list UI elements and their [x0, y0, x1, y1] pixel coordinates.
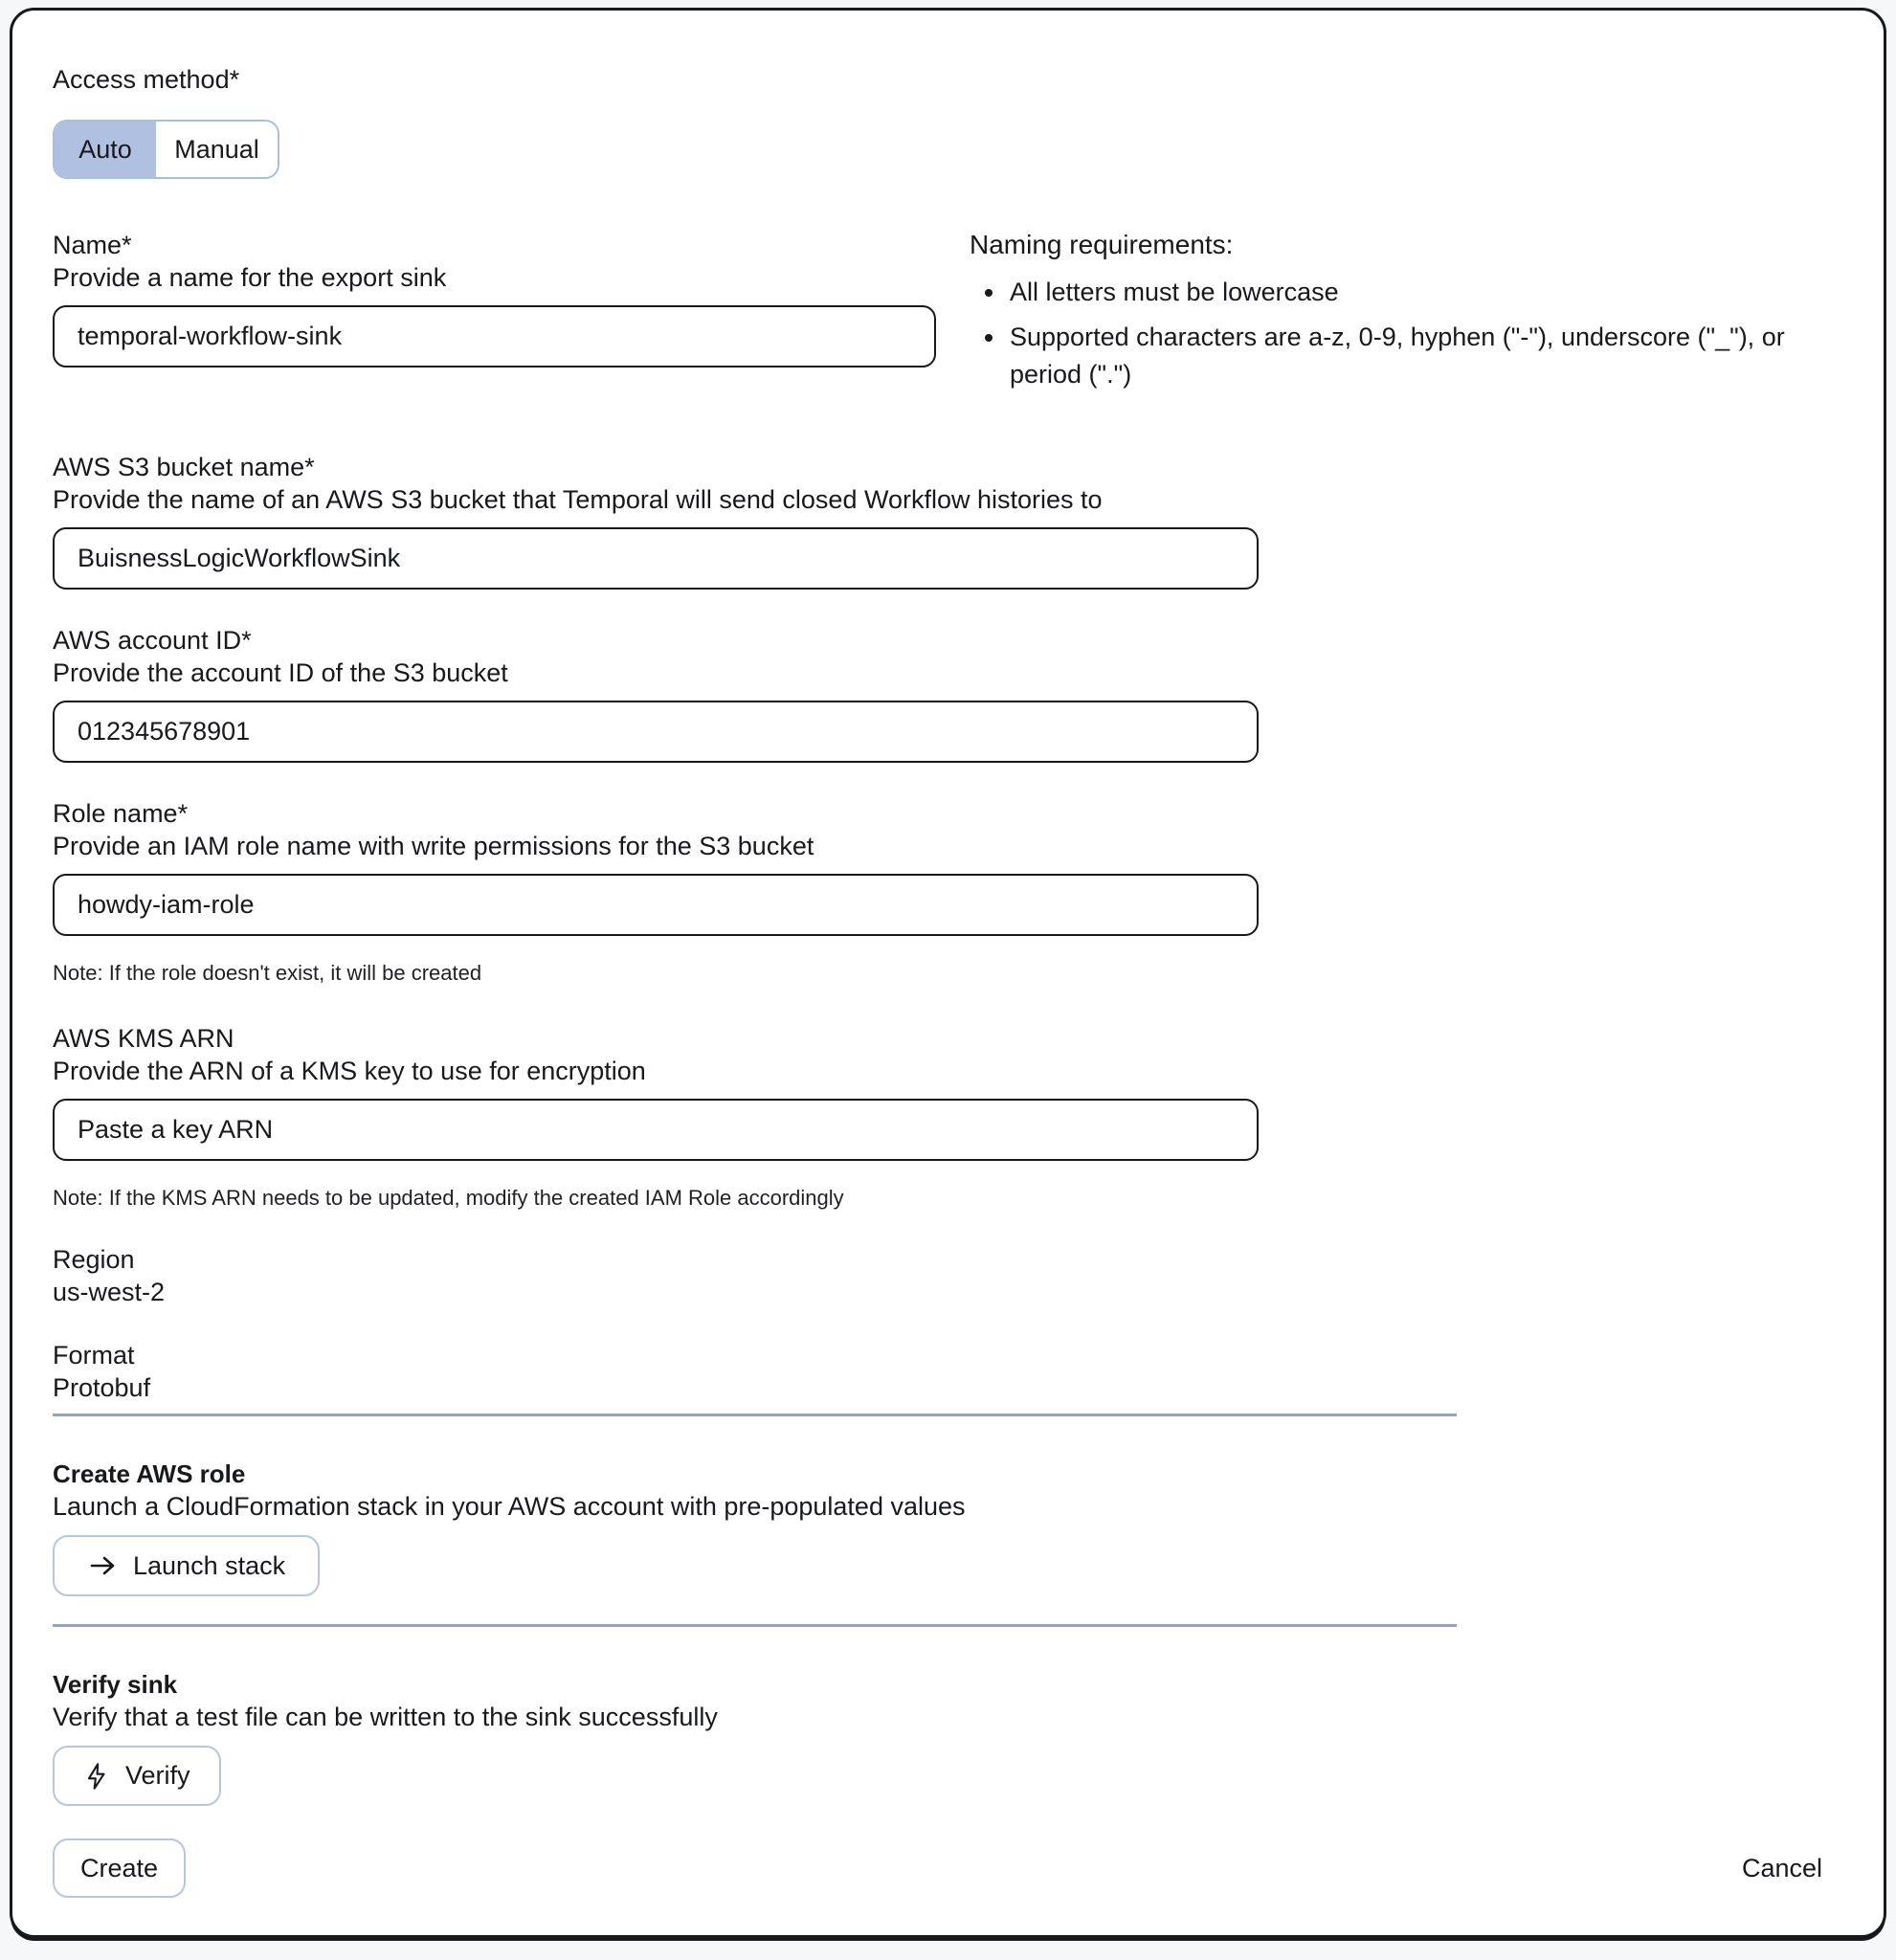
create-button[interactable]: Create: [53, 1838, 186, 1898]
s3-bucket-input[interactable]: [53, 527, 1259, 590]
verify-button[interactable]: [53, 1746, 221, 1806]
name-field: [53, 229, 936, 401]
format-value: Protobuf: [53, 1373, 151, 1402]
s3-bucket-description: Provide the name of an AWS S3 bucket that Temporal will send closed Workflow histories to: [53, 485, 1103, 514]
account-id-label: AWS account ID*: [53, 626, 252, 655]
name-description: Provide a name for the export sink: [53, 263, 447, 292]
kms-arn-note: Note: If the KMS ARN needs to be updated, modify the created IAM Role accordingly: [53, 1186, 844, 1210]
toggle-option-auto[interactable]: Auto: [55, 122, 156, 177]
kms-arn-label: AWS KMS ARN: [53, 1024, 234, 1053]
create-aws-role-description: Launch a CloudFormation stack in your AWS account with pre-populated values: [53, 1492, 966, 1521]
toggle-option-manual[interactable]: Manual: [156, 122, 278, 177]
role-name-note: Note: If the role doesn't exist, it will be created: [53, 961, 482, 985]
verify-sink-title: Verify sink: [53, 1670, 178, 1699]
kms-arn-description: Provide the ARN of a KMS key to use for encryption: [53, 1057, 646, 1085]
s3-bucket-label: AWS S3 bucket name*: [53, 453, 315, 481]
naming-requirements-title: Naming requirements:: [970, 230, 1234, 259]
section-divider: [53, 1414, 1457, 1416]
region-readonly: [53, 1243, 1855, 1308]
account-id-field: [53, 624, 1855, 763]
account-id-input[interactable]: [53, 701, 1259, 763]
cancel-button[interactable]: Cancel: [1741, 1853, 1822, 1882]
kms-arn-field: [53, 1022, 1855, 1213]
create-aws-role-title: Create AWS role: [53, 1459, 246, 1488]
launch-stack-label: Launch stack: [133, 1550, 286, 1580]
verify-label: Verify: [125, 1761, 190, 1790]
access-method-toggle: [53, 120, 279, 179]
export-sink-form-card: [10, 8, 1886, 1938]
account-id-description: Provide the account ID of the S3 bucket: [53, 658, 508, 687]
region-value: us-west-2: [53, 1278, 166, 1306]
role-name-label: Role name*: [53, 799, 189, 828]
arrow-right-icon: [87, 1550, 118, 1581]
s3-bucket-field: [53, 451, 1855, 590]
role-name-field: [53, 797, 1855, 988]
verify-sink-section: [53, 1668, 1855, 1806]
launch-stack-button[interactable]: [53, 1535, 320, 1596]
name-label: Name*: [53, 231, 132, 259]
naming-requirement-item: Supported characters are a-z, 0-9, hyphen ("-"), underscore ("_"), or period ("."): [970, 319, 1836, 393]
section-divider: [53, 1624, 1457, 1627]
naming-requirements-list: [970, 274, 1836, 393]
naming-requirement-item: All letters must be lowercase: [970, 274, 1836, 311]
region-label: Region: [53, 1245, 135, 1274]
kms-arn-input[interactable]: [53, 1099, 1259, 1161]
verify-sink-description: Verify that a test file can be written to the sink successfully: [53, 1703, 718, 1731]
create-aws-role-section: [53, 1458, 1855, 1596]
naming-requirements: [970, 229, 1836, 401]
role-name-input[interactable]: [53, 874, 1259, 936]
access-method-label: Access method*: [53, 65, 240, 94]
name-input[interactable]: [53, 305, 936, 368]
format-label: Format: [53, 1341, 135, 1370]
format-readonly: [53, 1339, 1855, 1404]
name-and-requirements-row: [53, 229, 1855, 401]
role-name-description: Provide an IAM role name with write permissions for the S3 bucket: [53, 832, 814, 860]
form-footer: [53, 1838, 1855, 1898]
lightning-bolt-icon: [83, 1762, 110, 1791]
